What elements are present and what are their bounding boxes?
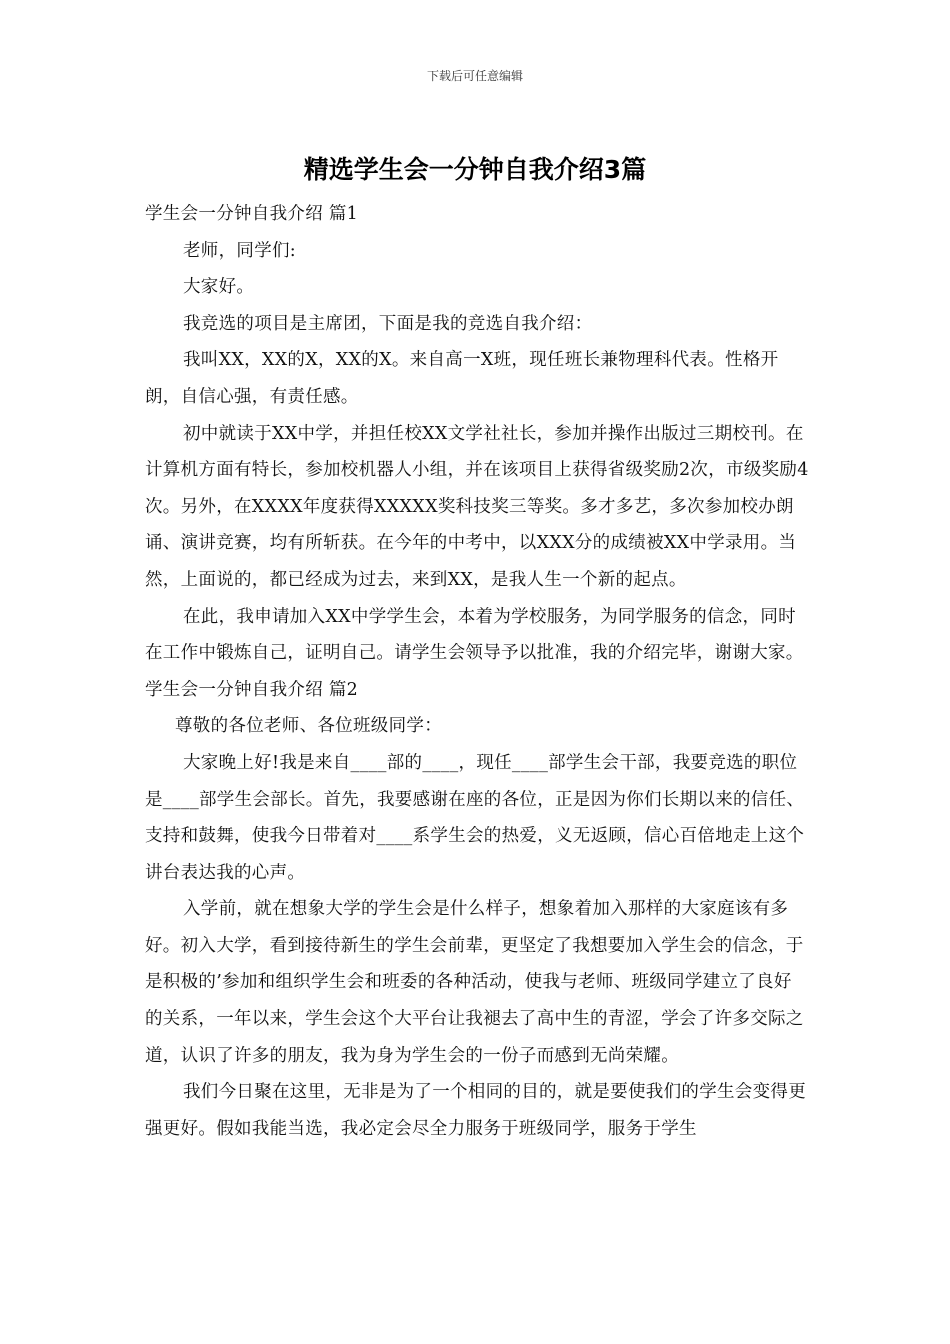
greeting: 大家好。 (183, 277, 255, 298)
paragraph: 大家晚上好!我是来自____部的____，现任____部学生会干部，我要竞选的职位是____部学生会部长。首先，我要感谢在座的各位，正是因为你们长期以来的信任、支持和鼓舞，使我今日带着对____系学生会的热爱，义无返顾，信心百倍地走上这个讲台表达我的心声。 (145, 752, 805, 883)
paragraph: 入学前，就在想象大学的学生会是什么样子，想象着加入那样的大家庭该有多好。初入大学，看到接待新生的学生会前辈，更坚定了我想要加入学生会的信念，于是积极的’参加和组织学生会和班委的各种活动，使我与老师、班级同学建立了良好的关系，一年以来，学生会这个大平台让我褪去了高中生的青涩，学会了许多交际之道，认识了许多的朋友，我为身为学生会的一份子而感到无尚荣耀。 (145, 899, 804, 1066)
paragraph: 我叫XX，XX的X，XX的X。来自高一X班，现任班长兼物理科代表。性格开朗，自信心强，有责任感。 (145, 350, 779, 407)
paragraph: 我竞选的项目是主席团，下面是我的竞选自我介绍： (183, 313, 593, 334)
salutation-2: 尊敬的各位老师、各位班级同学： (175, 716, 442, 737)
paragraph: 我们今日聚在这里，无非是为了一个相同的目的，就是要使我们的学生会变得更强更好。假如我能当选，我必定会尽全力服务于班级同学，服务于学生 (145, 1082, 806, 1139)
document-title: 精选学生会一分钟自我介绍3篇 (303, 155, 647, 184)
paragraph: 在此，我申请加入XX中学学生会，本着为学校服务，为同学服务的信念，同时在工作中锻炼自己，证明自己。请学生会领导予以批准，我的介绍完毕，谢谢大家。学生会一分钟自我介绍 篇2 (145, 606, 804, 700)
header-note: 下载后可任意编辑 (426, 69, 523, 83)
salutation: 老师，同学们: (183, 240, 296, 261)
document-body (145, 196, 809, 1147)
paragraph: 初中就读于XX中学，并担任校XX文学社社长，参加并操作出版过三期校刊。在计算机方面有特长，参加校机器人小组，并在该项目上获得省级奖励2次，市级奖励4次。另外，在XXXX年度获得XXXXX奖科技奖三等奖。多才多艺，多次参加校办朗诵、演讲竞赛，均有所斩获。在今年的中考中，以XXX分的成绩被XX中学录用。当然，上面说的，都已经成为过去，来到XX，是我人生一个新的起点。 (145, 423, 809, 590)
section-heading-1: 学生会一分钟自我介绍 篇1 (145, 204, 359, 224)
